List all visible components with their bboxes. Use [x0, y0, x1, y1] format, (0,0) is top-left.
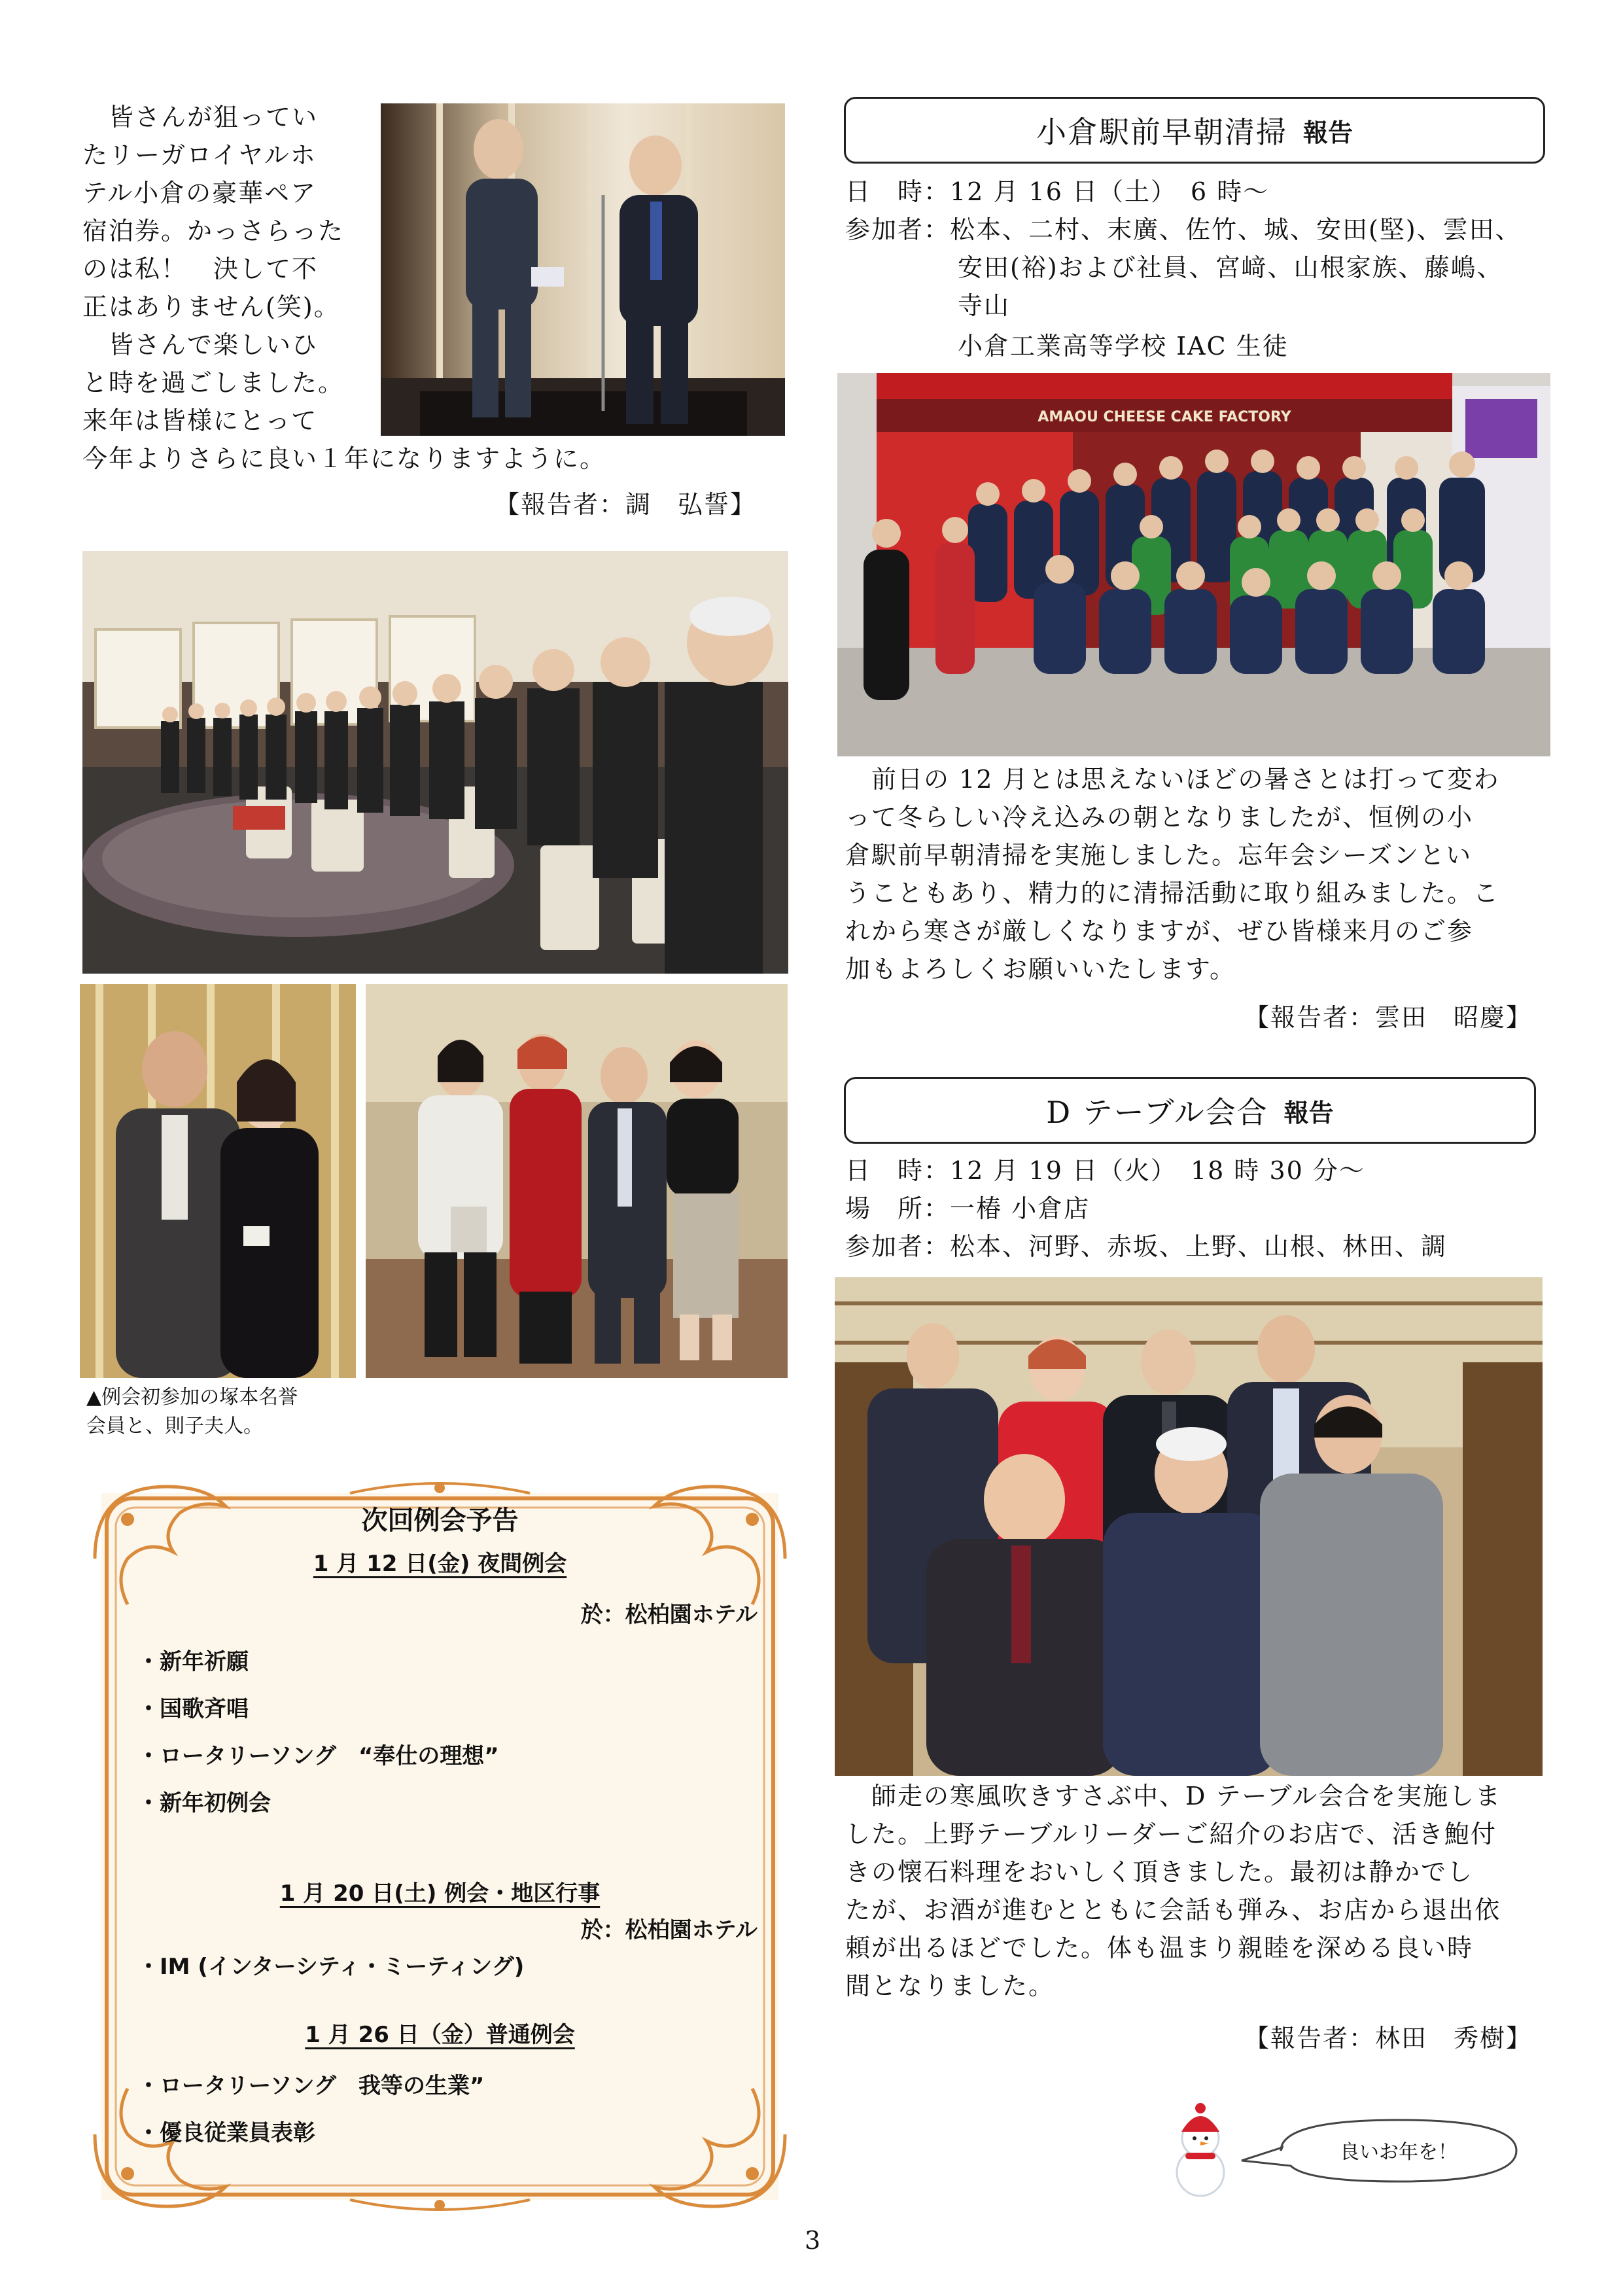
meeting1-title: 1 月 12 日(金) 夜間例会 [313, 1551, 567, 1577]
meeting1-item: ・ロータリーソング “奉仕の理想” [137, 1743, 499, 1769]
photo-caption-line: ▲例会初参加の塚本名誉 [86, 1386, 298, 1409]
ornamental-frame [88, 1480, 792, 2213]
next-meeting-notice [88, 1480, 792, 2213]
notice-heading: 次回例会予告 [361, 1506, 519, 1536]
meeting1-item: ・新年祈願 [137, 1649, 249, 1675]
photo-caption [86, 1383, 298, 1441]
section2-place: 場 所：一椿 小倉店 [845, 1194, 1091, 1223]
section2-body-line: 師走の寒風吹きすさぶ中、D テーブル会合を実施しま [845, 1782, 1502, 1810]
left-article-line: 来年は皆様にとって [82, 406, 318, 435]
meeting2-venue: 於：松柏園ホテル [580, 1917, 758, 1943]
meeting3-title-wrap [88, 2017, 792, 2049]
section1-participants-line: 参加者：松本、二村、末廣、佐竹、城、安田(堅)、雲田、 [845, 215, 1522, 244]
left-article-line: 皆さんが狙ってい [82, 103, 319, 132]
section1-body-line: って冬らしい冷え込みの朝となりましたが、恒例の小 [845, 803, 1474, 832]
meeting1-venue: 於：松柏園ホテル [580, 1602, 758, 1628]
left-article-reporter: 【報告者：調 弘誓】 [495, 490, 757, 519]
photo-couple [80, 984, 356, 1378]
left-article-line: 今年よりさらに良い１年になりますように。 [82, 444, 606, 473]
section1-participants-line: 小倉工業高等学校 IAC 生徒 [958, 332, 1289, 361]
snowman-icon [1166, 2100, 1235, 2199]
left-article-line: テル小倉の豪華ペア [82, 179, 317, 207]
section2-title: D テーブル会合 [1046, 1095, 1268, 1130]
left-article-line: 皆さんで楽しいひ [82, 330, 319, 359]
left-article-line: 正はありません(笑)。 [82, 292, 340, 321]
meeting3-item: ・ロータリーソング 我等の生業” [137, 2073, 485, 2099]
section1-body-line: うこともあり、精力的に清掃活動に取り組みました。こ [845, 879, 1500, 908]
photo-award-presentation [381, 103, 785, 436]
section2-reporter: 【報告者：林田 秀樹】 [1244, 2024, 1533, 2053]
meeting1-item: ・新年初例会 [137, 1790, 271, 1816]
photo-four-people [366, 984, 788, 1378]
section2-date: 日 時：12 月 19 日（火） 18 時 30 分～ [845, 1156, 1365, 1185]
section2-participants: 参加者：松本、河野、赤坂、上野、山根、林田、調 [845, 1232, 1448, 1261]
left-article-line: 宿泊券。かっさらった [82, 217, 345, 245]
meeting2-title: 1 月 20 日(土) 例会・地区行事 [279, 1881, 601, 1907]
section1-reporter: 【報告者：雲田 昭慶】 [1244, 1003, 1533, 1032]
shop-sign-text: AMAOU CHEESE CAKE FACTORY [1038, 409, 1291, 425]
section1-body-line: 前日の 12 月とは思えないほどの暑さとは打って変わ [845, 765, 1500, 794]
meeting3-item: ・優良従業員表彰 [137, 2120, 315, 2146]
section2-body [845, 1777, 1545, 2005]
section1-title-box [844, 97, 1545, 164]
greeting-bubble [1235, 2115, 1523, 2187]
photo-station-cleanup [837, 373, 1550, 756]
left-article-line: たリーガロイヤルホ [82, 141, 317, 169]
section1-date: 日 時：12 月 16 日（土） 6 時～ [845, 177, 1270, 206]
section2-body-line: した。上野テーブルリーダーご紹介のお店で、活き鮑付 [845, 1820, 1497, 1848]
meeting1-item: ・国歌斉唱 [137, 1696, 249, 1722]
section1-participants-line: 寺山 [958, 291, 1011, 320]
left-article-line: と時を過ごしました。 [82, 368, 345, 397]
photo-d-table-group [835, 1277, 1543, 1776]
photo-caption-line: 会員と、則子夫人。 [86, 1415, 263, 1438]
left-article-line: のは私！ 決して不 [82, 255, 319, 283]
section2-title-suffix: 報告 [1283, 1098, 1334, 1127]
meeting1-title-wrap [88, 1545, 792, 1578]
section1-body [845, 760, 1545, 988]
meeting3-title: 1 月 26 日（金）普通例会 [305, 2022, 575, 2048]
meeting2-item: ・IM (インターシティ・ミーティング) [137, 1954, 525, 1980]
section1-body-line: 加もよろしくお願いいたします。 [845, 955, 1236, 983]
section2-body-line: たが、お酒が進むとともに会話も弾み、お店から退出依 [845, 1896, 1501, 1924]
section1-title-suffix: 報告 [1302, 118, 1353, 147]
section1-title: 小倉駅前早朝清掃 [1036, 115, 1287, 150]
section2-title-box [844, 1077, 1536, 1144]
section1-participants-line: 安田(裕)および社員、宮﨑、山根家族、藤嶋、 [958, 253, 1503, 282]
greeting-text: 良いお年を！ [1340, 2141, 1457, 2164]
section1-body-line: れから寒さが厳しくなりますが、ぜひ皆様来月のご参 [845, 917, 1474, 945]
section1-body-line: 倉駅前早朝清掃を実施しました。忘年会シーズンとい [845, 841, 1473, 870]
page-number: 3 [805, 2226, 821, 2255]
section2-body-line: 頼が出るほどでした。体も温まり親睦を深める良い時 [845, 1934, 1474, 1962]
meeting2-title-wrap [88, 1875, 792, 1907]
section2-body-line: きの懐石料理をおいしく頂きました。最初は静かでし [845, 1858, 1474, 1886]
section2-body-line: 間となりました。 [845, 1971, 1055, 2000]
photo-banquet-hall [82, 551, 788, 974]
